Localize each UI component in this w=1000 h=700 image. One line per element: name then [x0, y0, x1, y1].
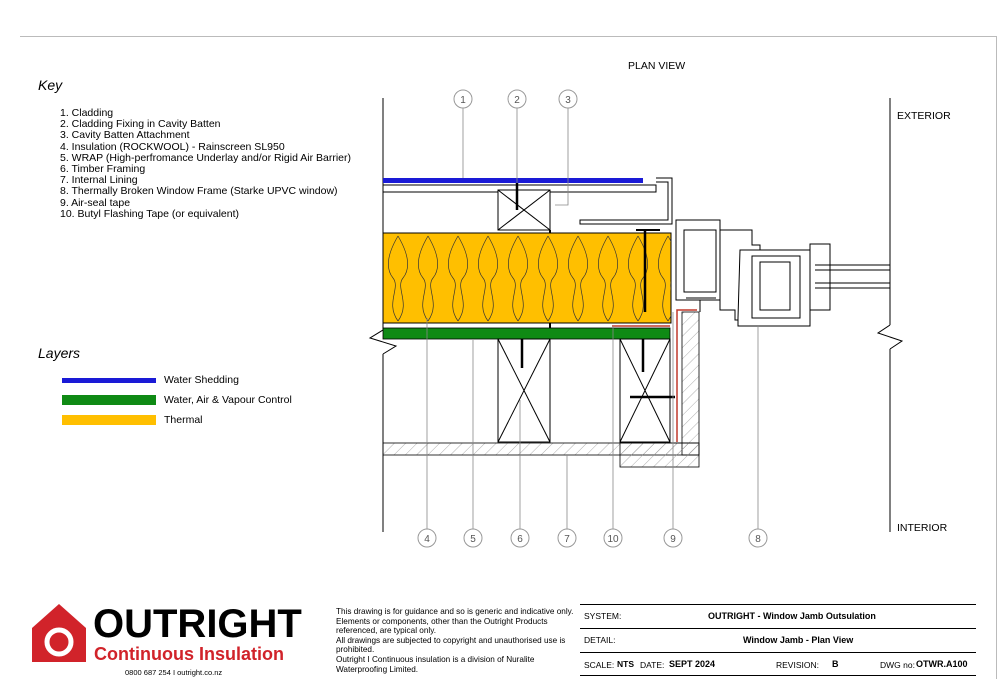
callout-5: [464, 529, 482, 547]
window-frame: [676, 220, 830, 326]
reveal-lining: [682, 312, 699, 455]
svg-text:4: 4: [424, 534, 430, 545]
date-value: SEPT 2024: [669, 659, 716, 669]
logo: [18, 598, 318, 678]
detail-value: Window Jamb - Plan View: [743, 635, 854, 645]
key-item: 4. Insulation (ROCKWOOL) - Rainscreen SL950: [60, 140, 285, 153]
view-title: PLAN VIEW: [628, 60, 686, 72]
key-item: 9. Air-seal tape: [60, 196, 131, 209]
layer-label: Thermal: [164, 414, 203, 426]
title-block: [580, 604, 976, 676]
logo-subtitle: Continuous Insulation: [94, 644, 284, 664]
scale-label: SCALE:: [584, 660, 615, 670]
dwg-value: OTWR.A100: [916, 659, 968, 669]
reveal-lining: [620, 443, 699, 467]
revision-label: REVISION:: [776, 660, 819, 670]
break-line-right: [878, 98, 902, 532]
key-title: Key: [38, 77, 63, 93]
layers-title: Layers: [38, 345, 81, 361]
svg-text:9: 9: [670, 534, 676, 545]
svg-text:3: 3: [565, 95, 571, 106]
detail-label: DETAIL:: [584, 635, 616, 645]
scale-value: NTS: [617, 659, 634, 669]
system-value: OUTRIGHT - Window Jamb Outsulation: [708, 611, 876, 621]
callout-6: [511, 529, 529, 547]
callout-1: [454, 90, 472, 108]
logo-contact: 0800 687 254 I outright.co.nz: [125, 668, 223, 677]
key-item: 6. Timber Framing: [60, 163, 146, 176]
logo-wordmark: OUTRIGHT: [93, 602, 302, 646]
svg-text:7: 7: [564, 534, 570, 545]
key-item: 8. Thermally Broken Window Frame (Starke UPVC window): [60, 185, 338, 198]
svg-text:1: 1: [460, 95, 466, 106]
system-label: SYSTEM:: [584, 611, 622, 621]
dwg-label: DWG no:: [880, 660, 915, 670]
callout-8: [749, 529, 767, 547]
key-item: 5. WRAP (High-perfromance Underlay and/or Rigid Air Barrier): [60, 151, 351, 164]
house-logo-icon: [30, 602, 88, 664]
date-label: DATE:: [640, 660, 665, 670]
interior-label: INTERIOR: [897, 522, 948, 534]
svg-text:8: 8: [755, 534, 761, 545]
callout-3: [559, 90, 577, 108]
wrap-layer: [383, 328, 670, 339]
key-item: 1. Cladding: [60, 107, 114, 119]
cavity-batten: [498, 190, 550, 230]
callout-7: [558, 529, 576, 547]
cladding-layer: [383, 178, 643, 183]
layer-label: Water, Air & Vapour Control: [164, 394, 292, 406]
exterior-label: EXTERIOR: [897, 110, 951, 122]
callout-10: [604, 529, 622, 547]
svg-text:10: 10: [607, 534, 619, 545]
key-item: 3. Cavity Batten Attachment: [60, 129, 190, 142]
disclaimer: This drawing is for guidance and so is generic and indicative only. Elements or components, other than the Outright Products referenced, are typical only. All drawings are subjected to copyright and unauthorised use is prohibited. Outright I Continuous insulation is a division of Nuralite Waterproofing Limited.: [336, 607, 574, 674]
svg-text:5: 5: [470, 534, 476, 545]
callout-9: [664, 529, 682, 547]
insulation-pattern: [383, 233, 671, 323]
revision-value: B: [832, 659, 839, 669]
key-item: 2. Cladding Fixing in Cavity Batten: [60, 118, 221, 131]
callout-4: [418, 529, 436, 547]
key-item: 7. Internal Lining: [60, 174, 138, 187]
svg-text:6: 6: [517, 534, 523, 545]
svg-text:2: 2: [514, 95, 520, 106]
callout-2: [508, 90, 526, 108]
key-item: 10. Butyl Flashing Tape (or equivalent): [60, 207, 239, 220]
layer-label: Water Shedding: [164, 374, 239, 386]
